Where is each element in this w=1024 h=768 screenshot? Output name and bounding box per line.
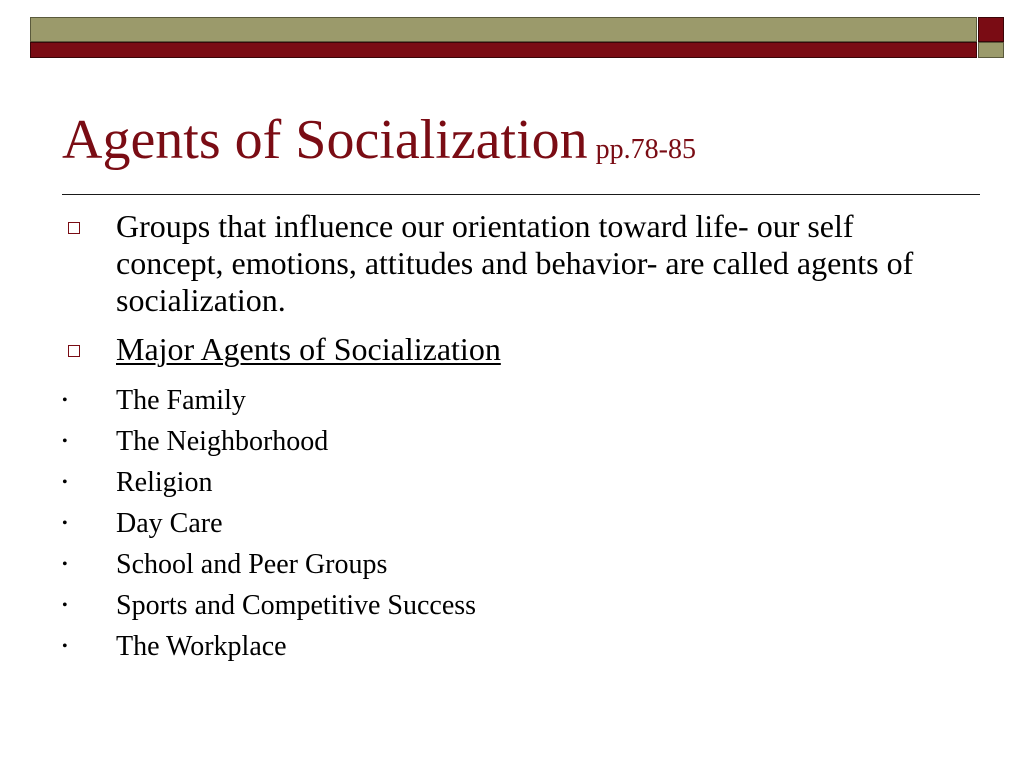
header-bar-maroon [30,42,977,58]
agent-label: The Workplace [116,631,287,662]
list-item [60,380,960,421]
dot-bullet-icon: • [62,515,68,532]
slide-title-pages: pp.78-85 [595,134,696,165]
slide-content [60,208,960,667]
bullet-major-agents [60,331,960,368]
list-item [60,585,960,626]
dot-bullet-icon: • [62,556,68,573]
agents-list [60,380,960,667]
square-bullet-icon [68,345,80,357]
dot-bullet-icon: • [62,597,68,614]
bullet-major-agents-text: Major Agents of Socialization [116,331,501,367]
title-divider [62,194,980,195]
agent-label: Religion [116,467,213,498]
dot-bullet-icon: • [62,392,68,409]
header-square-maroon [978,17,1004,42]
list-item [60,421,960,462]
slide-title [62,109,696,171]
list-item [60,503,960,544]
agent-label: The Neighborhood [116,426,329,457]
list-item [60,462,960,503]
dot-bullet-icon: • [62,638,68,655]
agent-label: The Family [116,385,246,416]
list-item [60,544,960,585]
list-item [60,626,960,667]
agent-label: School and Peer Groups [116,549,388,580]
header-square-olive [978,42,1004,58]
dot-bullet-icon: • [62,433,68,450]
square-bullet-icon [68,222,80,234]
bullet-definition-text: Groups that influence our orientation toward life- our self concept, emotions, attitudes and behavior- are called agents of socialization. [116,208,914,318]
agent-label: Sports and Competitive Success [116,590,477,621]
dot-bullet-icon: • [62,474,68,491]
agent-label: Day Care [116,508,223,539]
bullet-definition [60,208,960,319]
slide-title-main: Agents of Socialization [62,109,588,171]
header-bar-olive [30,17,977,42]
